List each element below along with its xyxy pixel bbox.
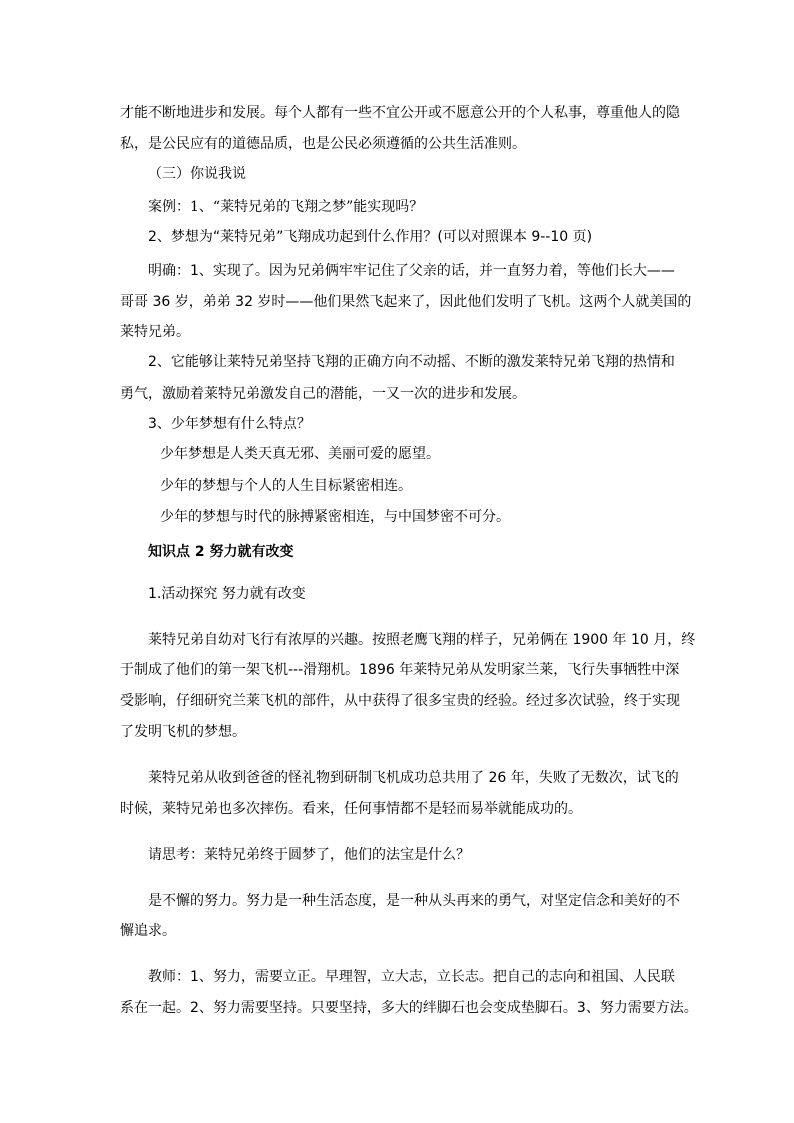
intro-line-1: 才能不断地进步和发展。每个人都有一些不宜公开或不愿意公开的个人私事，尊重他人的隐 — [120, 105, 680, 121]
think-question: 请思考：莱特兄弟终于圆梦了，他们的法宝是什么？ — [148, 847, 470, 863]
answer-2-line-1: 2、它能够让莱特兄弟坚持飞翔的正确方向不动摇、不断的激发莱特兄弟飞翔的热情和 — [148, 354, 675, 370]
think-answer-line-1: 是不懈的努力。努力是一种生活态度，是一种从头再来的勇气，对坚定信念和美好的不 — [148, 893, 680, 909]
question-3-answer-2: 少年的梦想与个人的人生目标紧密相连。 — [160, 478, 412, 494]
case-question-2: 2、梦想为“莱特兄弟”飞翔成功起到什么作用？(可以对照课本 9--10 页) — [148, 229, 593, 245]
answer-1-line-1: 明确：1、实现了。因为兄弟俩牢牢记住了父亲的话，并一直努力着，等他们长大—— — [148, 263, 675, 279]
section-heading-3: （三）你说我说 — [148, 166, 246, 182]
question-3-answer-1: 少年梦想是人类天真无邪、美丽可爱的愿望。 — [160, 446, 440, 462]
knowledge-point-2-heading: 知识点 2 努力就有改变 — [148, 544, 294, 560]
question-3: 3、少年梦想有什么特点？ — [148, 416, 311, 432]
question-3-answer-3: 少年的梦想与时代的脉搏紧密相连，与中国梦密不可分。 — [160, 509, 510, 525]
paragraph-2-line-2: 时候，莱特兄弟也多次摔伤。看来，任何事情都不是轻而易举就能成功的。 — [120, 801, 582, 817]
teacher-line-2: 系在一起。2、努力需要坚持。只要坚持，多大的绊脚石也会变成垫脚石。3、努力需要方法。 — [120, 1000, 698, 1016]
think-answer-line-2: 懈追求。 — [120, 923, 176, 939]
intro-line-2: 私，是公民应有的道德品质，也是公民必须遵循的公共生活准则。 — [120, 136, 526, 152]
paragraph-1-line-1: 莱特兄弟自幼对飞行有浓厚的兴趣。按照老鹰飞翔的样子，兄弟俩在 1900 年 10 月，终 — [148, 632, 696, 648]
paragraph-1-line-4: 了发明飞机的梦想。 — [120, 724, 246, 740]
answer-1-line-3: 莱特兄弟。 — [120, 324, 190, 340]
case-question-1: 案例：1、“莱特兄弟的飞翔之梦”能实现吗？ — [148, 199, 424, 215]
answer-2-line-2: 勇气，激励着莱特兄弟激发自己的潜能，一又一次的进步和发展。 — [120, 386, 526, 402]
paragraph-1-line-3: 受影响，仔细研究兰莱飞机的部件，从中获得了很多宝贵的经验。经过多次试验，终于实现 — [120, 693, 680, 709]
paragraph-2-line-1: 莱特兄弟从收到爸爸的怪礼物到研制飞机成功总共用了 26 年，失败了无数次，试飞的 — [148, 770, 679, 786]
activity-title: 1.活动探究 努力就有改变 — [148, 586, 306, 602]
teacher-line-1: 教师：1、努力，需要立正。早理智，立大志，立长志。把自己的志向和祖国、人民联 — [148, 969, 675, 985]
answer-1-line-2: 哥哥 36 岁，弟弟 32 岁时——他们果然飞起来了，因此他们发明了飞机。这两个人就美国的 — [120, 294, 692, 310]
paragraph-1-line-2: 于制成了他们的第一架飞机---滑翔机。1896 年莱特兄弟从发明家兰莱，飞行失事牺牲中深 — [120, 662, 680, 678]
